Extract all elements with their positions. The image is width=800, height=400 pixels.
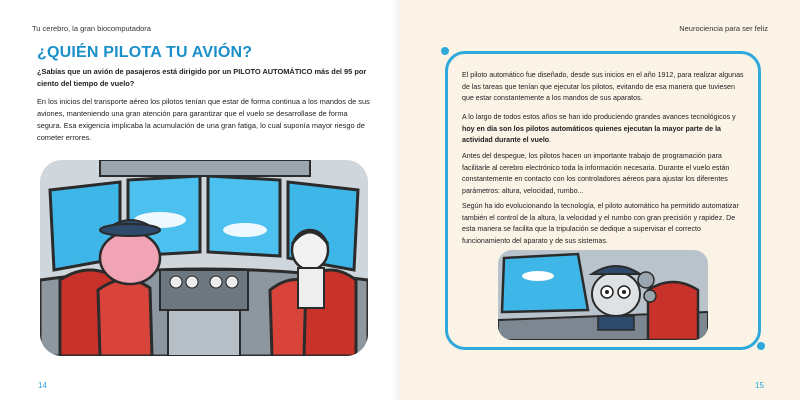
cockpit-illustration-svg	[40, 160, 368, 356]
paragraph-2-bold: hoy en día son los pilotos automáticos quienes ejecutan la mayor parte de la actividad durante el vuelo	[462, 124, 721, 145]
paragraph-2-end: .	[549, 136, 552, 145]
autopilot-paragraph-2	[462, 112, 748, 147]
page-number-left: 14	[38, 381, 47, 390]
robot-pilot-illustration	[498, 250, 708, 340]
autopilot-paragraph-3: Antes del despegue, los pilotos hacen un importante trabajo de programación para facilitarle al cerebro electrónico toda la información necesaria. Durante el vuelo están constantemente en contacto con los controladores aéreos para ajustar los diferentes parámetros: altura, velocidad, rumbo...	[462, 152, 730, 195]
lead-question: ¿Sabías que un avión de pasajeros está dirigido por un PILOTO AUTOMÁTICO más del 95 por ciento del tiempo de vuelo?	[37, 67, 367, 88]
autopilot-paragraph-1: El piloto automático fue diseñado, desde sus inicios en el año 1912, para realizar algunas de las tareas que tenían que ejecutar los pilotos, evitando de esa manera que tuviesen que estar constantemente a los mandos de sus aparatos.	[462, 71, 744, 103]
running-head-left: Tu cerebro, la gran biocomputadora	[32, 24, 151, 33]
page-number-right: 15	[755, 381, 764, 390]
page-title: ¿QUIÉN PILOTA TU AVIÓN?	[37, 44, 253, 61]
paragraph-2-start: A lo largo de todos estos años se han ido produciendo grandes avances tecnológicos y	[462, 113, 736, 121]
running-head-right: Neurociencia para ser feliz	[679, 24, 768, 33]
intro-paragraph: En los inicios del transporte aéreo los pilotos tenían que estar de forma continua a los mandos de sus aviones, manteniendo una gran atención para garantizar que el vuelo se desarrollase de forma segura. Esa exigencia implicaba la acumulación de una gran fatiga, lo cual suponía mayor riesgo de cometer errores.	[37, 97, 370, 142]
frame-dot-top-left	[441, 47, 449, 55]
robot-pilot-svg	[498, 250, 708, 340]
cockpit-illustration	[40, 160, 368, 356]
frame-dot-bottom-right	[757, 342, 765, 350]
autopilot-paragraph-4: Según ha ido evolucionando la tecnología, el piloto automático ha permitido automatizar también el control de la altura, la velocidad y el rumbo con gran precisión y rapidez. De esta manera se facilita que la tripulación se dedique a supervisar el correcto funcionamiento del aparato y de sus sistemas.	[462, 202, 739, 245]
